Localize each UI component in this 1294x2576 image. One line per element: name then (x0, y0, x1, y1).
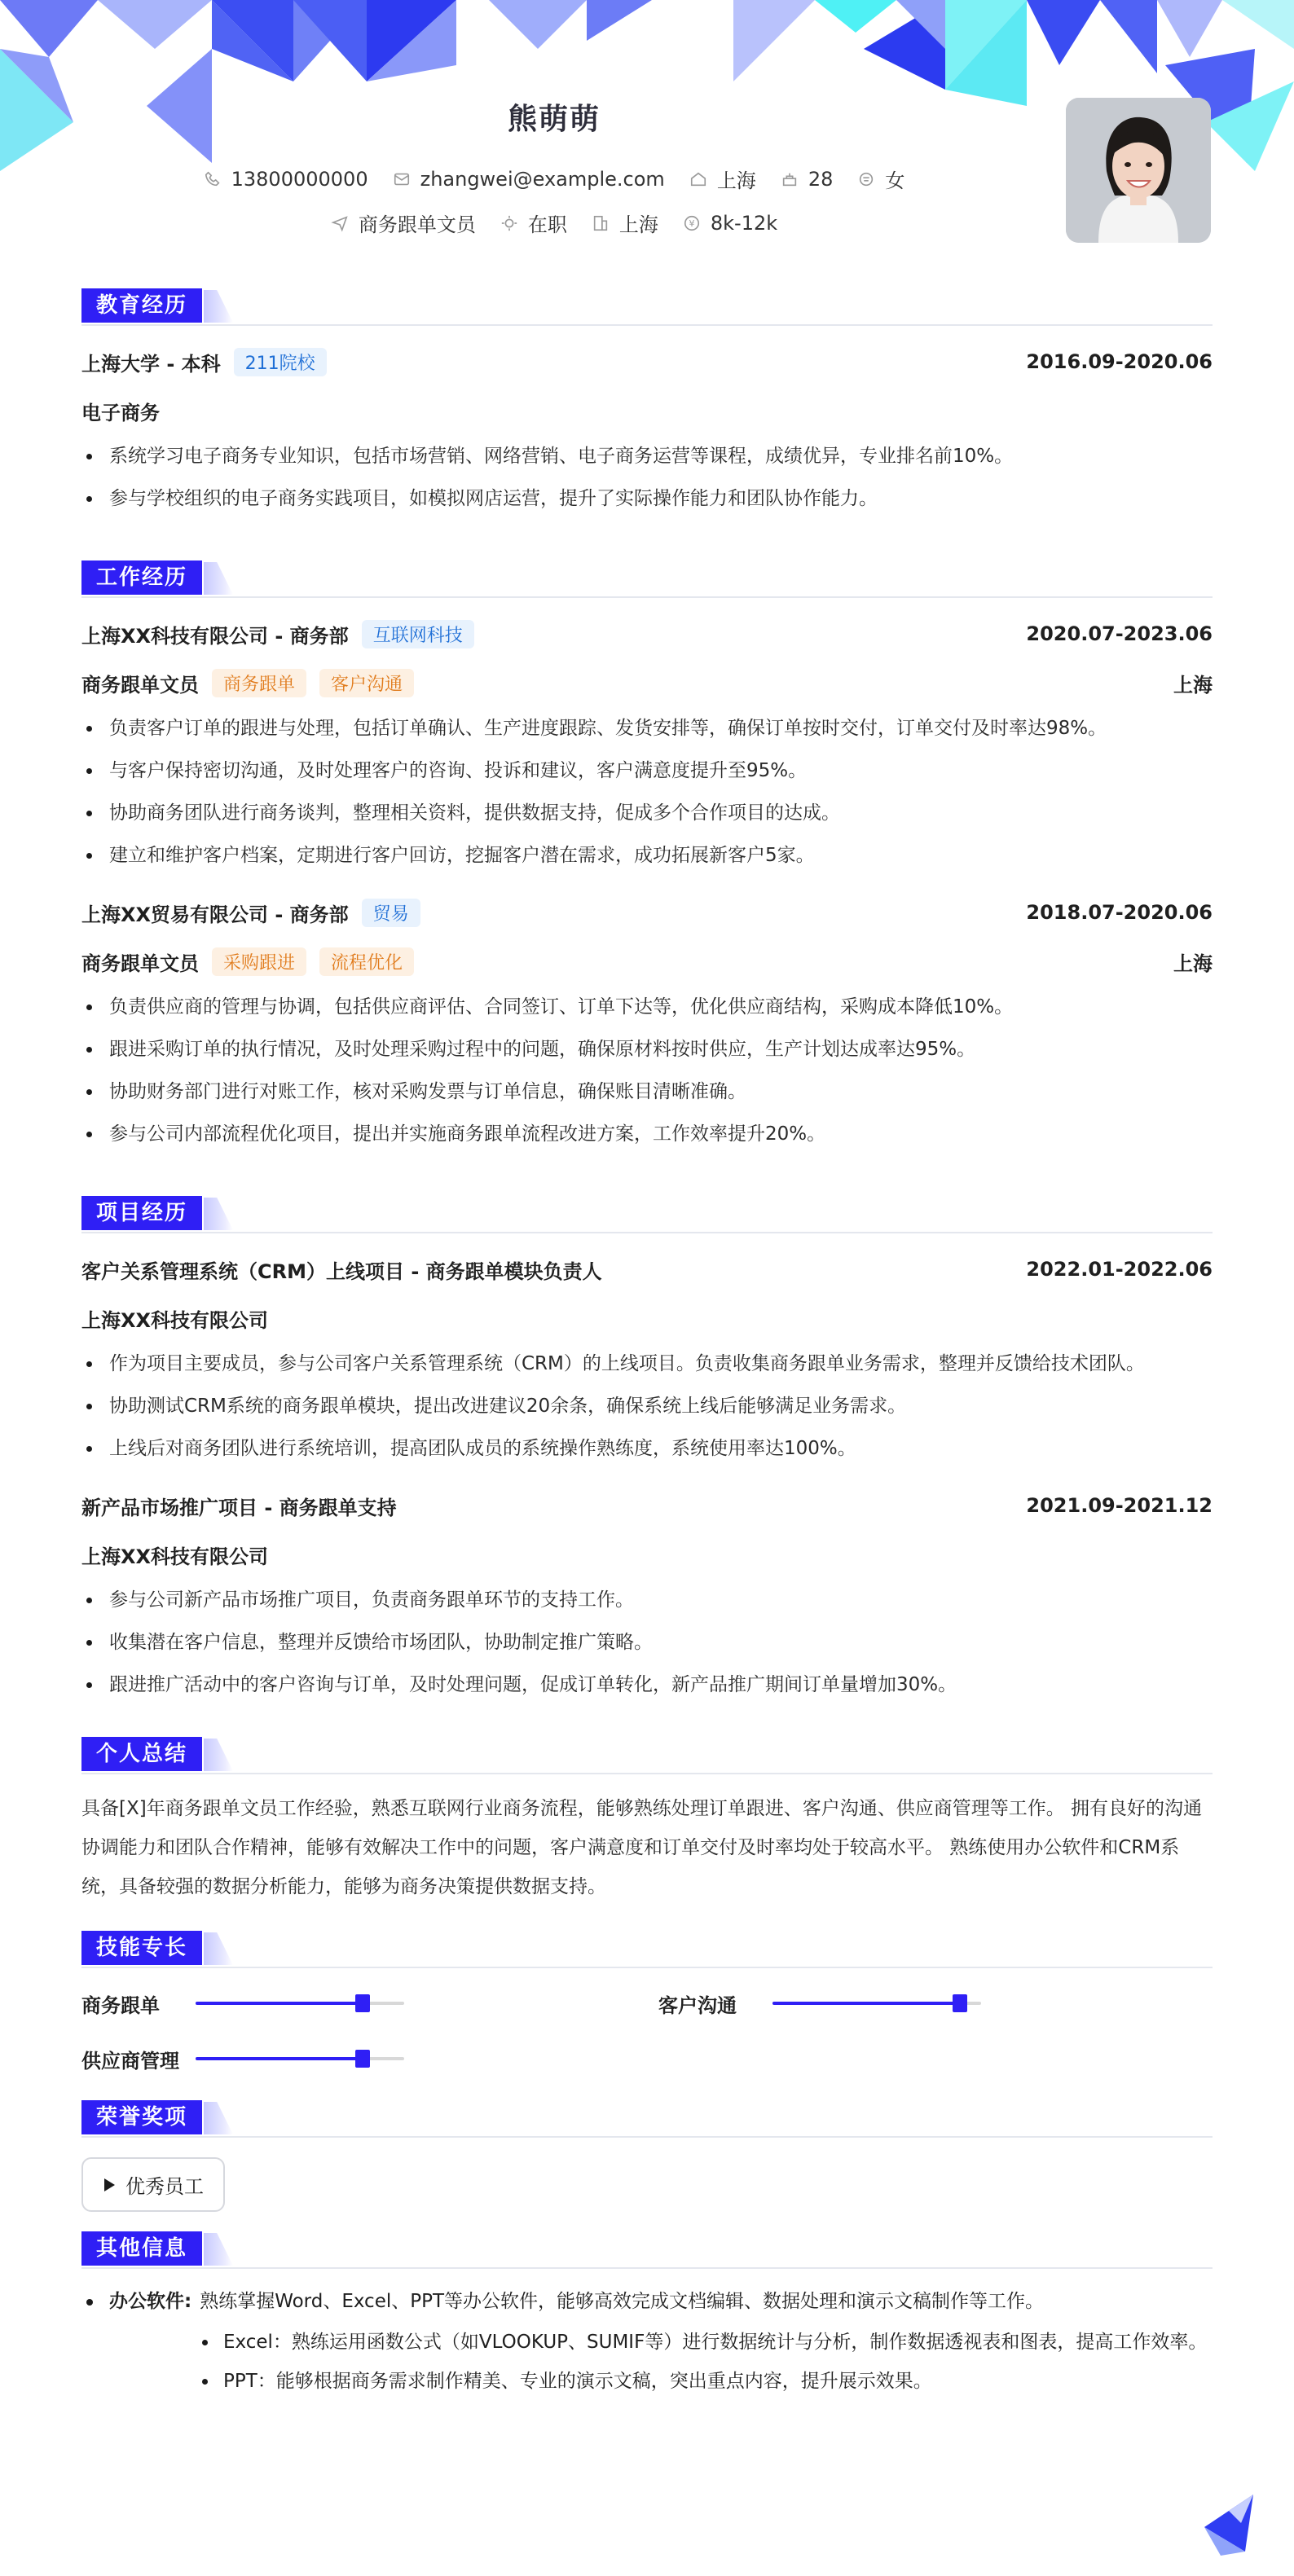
education-major-row (81, 386, 1213, 435)
company-name: 上海XX贸易有限公司 - 商务部 (81, 903, 349, 926)
project-entry-header (81, 1481, 1213, 1530)
project-bullets (81, 1579, 1213, 1706)
skill-tag: 商务跟单 (212, 669, 306, 697)
section-header (81, 2097, 1213, 2138)
work-role-row (81, 658, 1213, 707)
section-title-accent (204, 2102, 233, 2134)
work-location: 上海 (1173, 952, 1213, 975)
phone-item (204, 168, 368, 191)
section-title-accent (204, 1932, 233, 1965)
project-company: 上海XX科技有限公司 (81, 1545, 269, 1568)
award-label: 优秀员工 (125, 2175, 204, 2198)
work-bullets (81, 707, 1213, 877)
work-location: 上海 (1173, 673, 1213, 697)
honors-section (81, 2097, 1213, 2212)
list-item: 跟进采购订单的执行情况，及时处理采购过程中的问题，确保原材料按时供应，生产计划达成率达95%。 (81, 1028, 1213, 1070)
list-item: PPT：能够根据商务需求制作精美、专业的演示文稿，突出重点内容，提升展示效果。 (196, 2362, 1213, 2401)
skill-level-knob (355, 2050, 370, 2068)
section-header (81, 557, 1213, 598)
job-title-text: 商务跟单文员 (358, 213, 476, 236)
skills-section (81, 1928, 1213, 2081)
age-text: 28 (808, 167, 834, 191)
other-section (81, 2228, 1213, 2401)
industry-tag: 贸易 (362, 899, 420, 927)
work-date: 2020.07-2023.06 (1026, 622, 1213, 645)
list-item: 建立和维护客户档案，定期进行客户回访，挖掘客户潜在需求，成功拓展新客户5家。 (81, 834, 1213, 877)
education-entry-header (81, 337, 1213, 386)
avatar (1066, 98, 1211, 243)
other-list (81, 2280, 1213, 2323)
status-text: 在职 (527, 213, 567, 236)
skill-level-bar (196, 2002, 404, 2005)
list-item: 系统学习电子商务专业知识，包括市场营销、网络营销、电子商务运营等课程，成绩优异，专业排名前10%。 (81, 435, 1213, 477)
section-title: 教育经历 (81, 288, 202, 323)
list-item: 收集潜在客户信息，整理并反馈给市场团队，协助制定推广策略。 (81, 1621, 1213, 1664)
project-bullets (81, 1343, 1213, 1470)
work-date: 2018.07-2020.06 (1026, 901, 1213, 924)
svg-text:¥: ¥ (689, 218, 695, 229)
project-company-row (81, 1294, 1213, 1343)
list-item: 作为项目主要成员，参与公司客户关系管理系统（CRM）的上线项目。负责收集商务跟单业务需求，整理并反馈给技术团队。 (81, 1343, 1213, 1385)
job-title-item (331, 209, 476, 237)
cake-icon (781, 170, 799, 188)
office-sub-list (81, 2323, 1213, 2401)
resume-content (81, 285, 1213, 2417)
list-item: 协助测试CRM系统的商务跟单模块，提出改进建议20余条，确保系统上线后能够满足业务需求。 (81, 1385, 1213, 1427)
home-icon (689, 170, 707, 188)
work-entry-header (81, 609, 1213, 658)
section-header (81, 1928, 1213, 1968)
skill-level-knob (355, 1994, 370, 2012)
list-item: 负责客户订单的跟进与处理，包括订单确认、生产进度跟踪、发货安排等，确保订单按时交付，订单交付及时率达98%。 (81, 707, 1213, 750)
skill-label: 客户沟通 (658, 1994, 737, 2017)
project-company: 上海XX科技有限公司 (81, 1308, 269, 1332)
section-title: 项目经历 (81, 1196, 202, 1230)
section-title: 其他信息 (81, 2231, 202, 2266)
project-date: 2021.09-2021.12 (1026, 1494, 1213, 1517)
list-item: Excel：熟练运用函数公式（如VLOOKUP、SUMIF等）进行数据统计与分析，制作数据透视表和图表，提高工作效率。 (196, 2323, 1213, 2362)
major-name: 电子商务 (81, 401, 160, 424)
list-item: 跟进推广活动中的客户咨询与订单，及时处理问题，促成订单转化，新产品推广期间订单量增加30%。 (81, 1664, 1213, 1706)
section-title: 技能专长 (81, 1931, 202, 1965)
education-section (81, 285, 1213, 520)
status-item (500, 209, 567, 237)
city-item (592, 209, 658, 237)
list-item: 与客户保持密切沟通，及时处理客户的咨询、投诉和建议，客户满意度提升至95%。 (81, 750, 1213, 792)
section-title: 荣誉奖项 (81, 2100, 202, 2134)
skill-tag: 采购跟进 (212, 947, 306, 976)
role-name: 商务跟单文员 (81, 952, 199, 975)
sun-icon (500, 214, 518, 232)
work-entry-header (81, 888, 1213, 937)
skill-item (81, 1981, 658, 2025)
age-item (781, 168, 834, 191)
contact-info-row (0, 165, 1108, 193)
play-triangle-icon (103, 2178, 116, 2192)
gender-item (857, 165, 904, 193)
company-name: 上海XX科技有限公司 - 商务部 (81, 624, 349, 648)
list-item: 参与公司新产品市场推广项目，负责商务跟单环节的支持工作。 (81, 1579, 1213, 1621)
skill-level-bar (772, 2002, 981, 2005)
skill-label: 供应商管理 (81, 2049, 179, 2073)
work-role-row (81, 937, 1213, 986)
section-title: 个人总结 (81, 1737, 202, 1771)
phone-icon (204, 170, 222, 188)
skill-level-fill (196, 2057, 363, 2060)
email-item (393, 168, 665, 191)
salary-item (683, 212, 777, 235)
education-bullets (81, 435, 1213, 520)
projects-section (81, 1193, 1213, 1706)
education-date: 2016.09-2020.06 (1026, 350, 1213, 373)
section-header (81, 2228, 1213, 2269)
section-title-accent (204, 1739, 233, 1771)
list-item: 上线后对商务团队进行系统培训，提高团队成员的系统操作熟练度，系统使用率达100%。 (81, 1427, 1213, 1470)
skill-label: 商务跟单 (81, 1994, 160, 2017)
skill-level-bar (196, 2057, 404, 2060)
project-name: 新产品市场推广项目 - 商务跟单支持 (81, 1496, 397, 1519)
project-date: 2022.01-2022.06 (1026, 1258, 1213, 1281)
section-title-accent (204, 2233, 233, 2266)
list-item (81, 2280, 1213, 2323)
list-item: 负责供应商的管理与协调，包括供应商评估、合同签订、订单下达等，优化供应商结构，采购成本降低10%。 (81, 986, 1213, 1028)
work-bullets (81, 986, 1213, 1155)
section-title-accent (204, 562, 233, 595)
school-name: 上海大学 - 本科 (81, 352, 221, 376)
mail-icon (393, 170, 411, 188)
paper-plane-icon (331, 214, 349, 232)
project-company-row (81, 1530, 1213, 1579)
office-text: 熟练掌握Word、Excel、PPT等办公软件，能够高效完成文档编辑、数据处理和演示文稿制作等工作。 (200, 2291, 1045, 2312)
corner-decoration-icon (1196, 2486, 1270, 2560)
role-name: 商务跟单文员 (81, 673, 199, 697)
summary-section (81, 1734, 1213, 1911)
skill-item (658, 1981, 1213, 2025)
industry-tag: 互联网科技 (362, 620, 474, 648)
hometown-text: 上海 (716, 169, 756, 192)
skill-tag: 流程优化 (319, 947, 414, 976)
skill-level-fill (196, 2002, 363, 2005)
section-title-accent (204, 1198, 233, 1230)
list-item: 协助商务团队进行商务谈判，整理相关资料，提供数据支持，促成多个合作项目的达成。 (81, 792, 1213, 834)
section-header (81, 1193, 1213, 1233)
award-badge (81, 2157, 225, 2212)
building-icon (592, 214, 610, 232)
gender-text: 女 (885, 169, 905, 192)
city-text: 上海 (618, 213, 658, 236)
skill-level-knob (953, 1994, 967, 2012)
project-name: 客户关系管理系统（CRM）上线项目 - 商务跟单模块负责人 (81, 1259, 602, 1283)
skill-item (81, 2037, 658, 2081)
list-item: 参与学校组织的电子商务实践项目，如模拟网店运营，提升了实际操作能力和团队协作能力。 (81, 477, 1213, 520)
school-tag: 211院校 (234, 348, 327, 376)
phone-text: 13800000000 (231, 167, 368, 191)
project-entry-header (81, 1245, 1213, 1294)
section-header (81, 1734, 1213, 1774)
gender-icon (857, 170, 875, 188)
section-header (81, 285, 1213, 326)
candidate-name: 熊萌萌 (507, 103, 601, 136)
list-item: 参与公司内部流程优化项目，提出并实施商务跟单流程改进方案，工作效率提升20%。 (81, 1113, 1213, 1155)
work-section (81, 557, 1213, 1155)
salary-text: 8k-12k (710, 211, 778, 235)
list-item: 协助财务部门进行对账工作，核对采购发票与订单信息，确保账目清晰准确。 (81, 1070, 1213, 1113)
skill-tag: 客户沟通 (319, 669, 414, 697)
summary-text: 具备[X]年商务跟单文员工作经验，熟悉互联网行业商务流程，能够熟练处理订单跟进、客户沟通、供应商管理等工作。 拥有良好的沟通协调能力和团队合作精神，能够有效解决工作中的问题，客户满意度和订单交付及时率均处于较高水平。 熟练使用办公软件和CRM系统，具备较强的数据分析能力，能够为商务决策提供数据支持。 (81, 1798, 1203, 1897)
section-title: 工作经历 (81, 560, 202, 595)
skill-level-fill (772, 2002, 960, 2005)
job-info-row (0, 209, 1108, 237)
skills-grid (81, 1980, 1213, 2081)
section-title-accent (204, 290, 233, 323)
email-text: zhangwei@example.com (420, 167, 665, 191)
hometown-item (689, 165, 756, 193)
money-icon (683, 214, 701, 232)
avatar-portrait-image (1066, 98, 1211, 243)
office-label: 办公软件: (109, 2291, 192, 2312)
